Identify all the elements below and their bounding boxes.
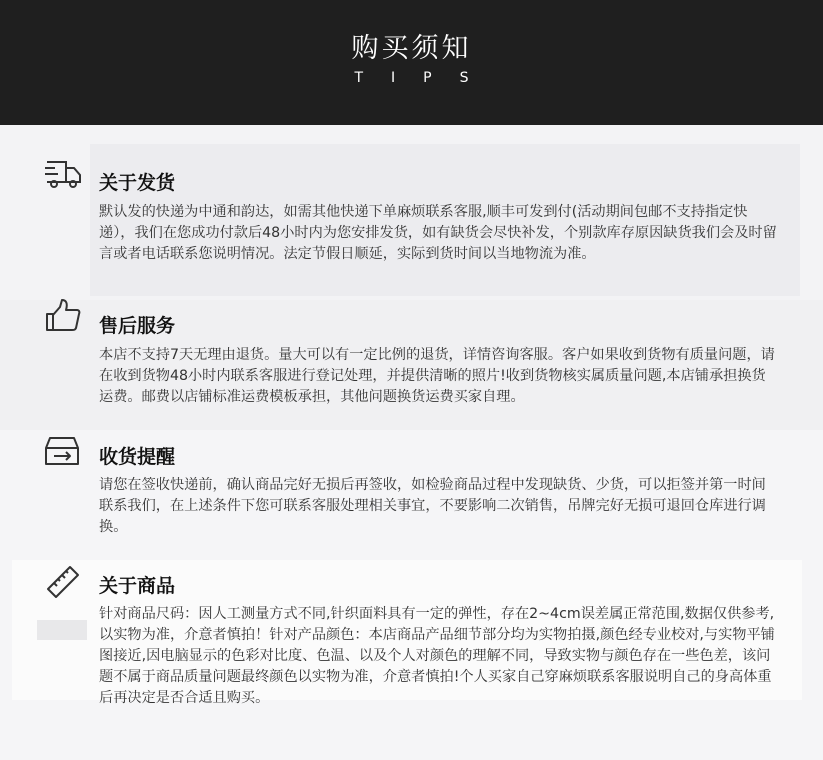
ruler-icon bbox=[44, 563, 84, 599]
section-heading: 收货提醒 bbox=[99, 446, 176, 468]
truck-icon bbox=[44, 156, 84, 192]
section-body: 本店不支持7天无理由退货。量大可以有一定比例的退货，详情咨询客服。客户如果收到货物有质量问题，请在收到货物48小时内联系客服进行登记处理，并提供清晰的照片!收到货物核实属质量问题,本店铺承担换货运费。邮费以店铺标准运费模板承担，其他问题换货运费买家自理。 bbox=[99, 347, 775, 405]
section-heading: 关于发货 bbox=[99, 172, 176, 194]
header-banner bbox=[0, 0, 823, 125]
page-title: 购买须知 bbox=[351, 33, 472, 64]
page-subtitle: TIPS bbox=[354, 70, 497, 86]
section-body: 默认发的快递为中通和韵达，如需其他快递下单麻烦联系客服,顺丰可发到付(活动期间包邮不支持指定快递），我们在您成功付款后48小时内为您安排发货，如有缺货会尽快补发，个别款库存原因缺货我们会及时留言或者电话联系您说明情况。法定节假日顺延，实际到货时间以当地物流为准。 bbox=[99, 204, 777, 262]
section-body: 请您在签收快递前，确认商品完好无损后再签收，如检验商品过程中发现缺货、少货，可以拒签并第一时间联系我们，在上述条件下您可联系客服处理相关事宜，不要影响二次销售，吊牌完好无损可退回仓库进行调换。 bbox=[99, 477, 766, 535]
section-heading: 售后服务 bbox=[99, 315, 176, 337]
inbox-icon bbox=[44, 434, 84, 470]
section-heading: 关于商品 bbox=[99, 575, 176, 597]
section-body: 针对商品尺码：因人工测量方式不同,针织面料具有一定的弹性，存在2~4cm误差属正常范围,数据仅供参考,以实物为准，介意者慎拍！针对产品颜色：本店商品产品细节部分均为实物拍摄,颜色经专业校对,与实物平铺图接近,因电脑显示的色彩对比度、色温、以及个人对颜色的理解不同，导致实物与颜色存在一些色差，该问题不属于商品质量问题最终颜色以实物为准，介意者慎拍!个人买家自己穿麻烦联系客服说明自己的身高体重后再决定是否合适且购买。 bbox=[99, 606, 775, 706]
background-panel bbox=[37, 620, 87, 640]
thumbs-up-icon bbox=[44, 298, 84, 334]
